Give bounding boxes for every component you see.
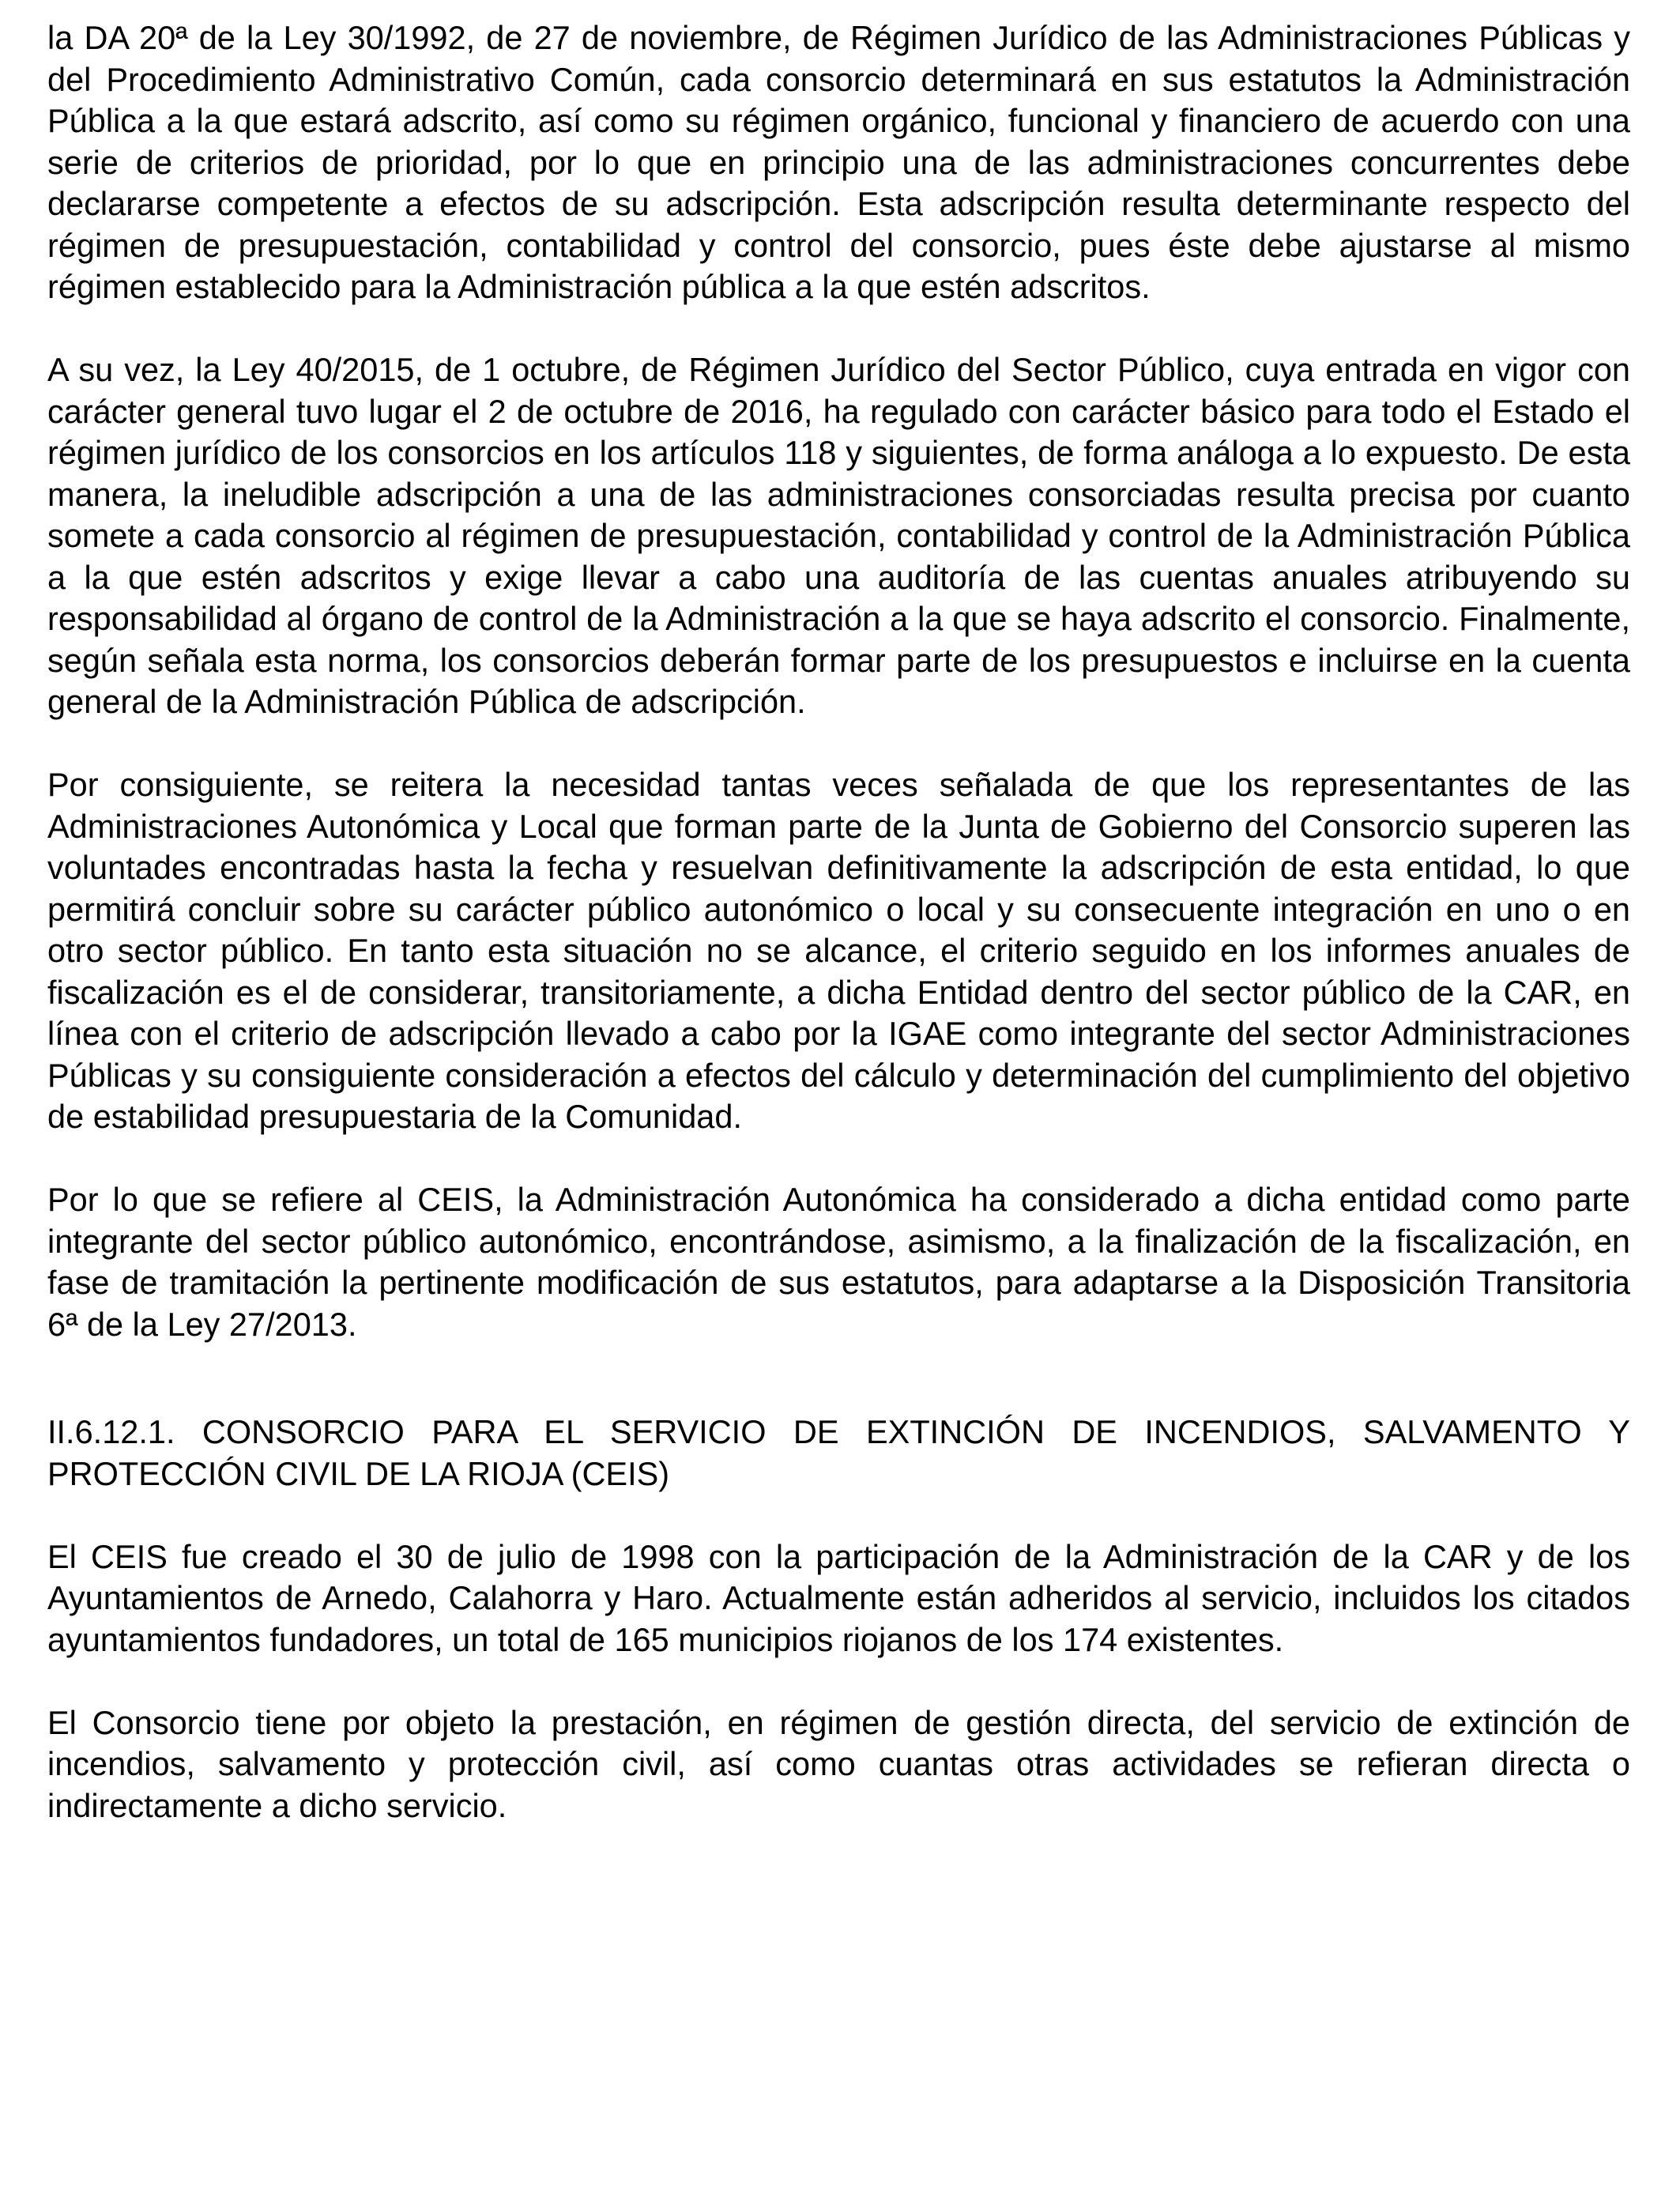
paragraph-ceis-creation: El CEIS fue creado el 30 de julio de 1998 con la participación de la Administración de la CAR y de los Ayuntamientos de Arnedo, Calahorra y Haro. Actualmente están adheridos al servicio, incluidos los citados ayuntamientos fundadores, un total de 165 municipios riojanos de los 174 existentes. <box>47 1537 1630 1658</box>
document-page <box>47 17 1630 1826</box>
section-spacer <box>47 1345 1630 1412</box>
paragraph-ceis-adscription: Por lo que se refiere al CEIS, la Administración Autonómica ha considerado a dicha entidad como parte integrante del sector público autonómico, encontrándose, asimismo, a la finalización de la fiscalización, en fase de tramitación la pertinente modificación de sus estatutos, para adaptarse a la Disposición Transitoria 6ª de la Ley 27/2013. <box>47 1181 1630 1343</box>
paragraph-spacer <box>47 1661 1630 1702</box>
paragraph-adscription-need: Por consiguiente, se reitera la necesidad tantas veces señalada de que los representantes de las Administraciones Autonómica y Local que forman parte de la Junta de Gobierno del Consorcio superen las voluntades encontradas hasta la fecha y resuelvan definitivamente la adscripción de esta entidad, lo que permitirá concluir sobre su carácter público autonómico o local y su consecuente integración en uno o en otro sector público. En tanto esta situación no se alcance, el criterio seguido en los informes anuales de fiscalización es el de considerar, transitoriamente, a dicha Entidad dentro del sector público de la CAR, en línea con el criterio de adscripción llevado a cabo por la IGAE como integrante del sector Administraciones Públicas y su consiguiente consideración a efectos del cálculo y determinación del cumplimiento del objetivo de estabilidad presupuestaria de la Comunidad. <box>47 766 1630 1135</box>
paragraph-spacer <box>47 308 1630 350</box>
section-heading: II.6.12.1. CONSORCIO PARA EL SERVICIO DE EXTINCIÓN DE INCENDIOS, SALVAMENTO Y PROTECCIÓN CIVIL DE LA RIOJA (CEIS) <box>47 1413 1630 1492</box>
paragraph-ceis-purpose: El Consorcio tiene por objeto la prestación, en régimen de gestión directa, del servicio de extinción de incendios, salvamento y protección civil, así como cuantas otras actividades se refieran directa o indirectamente a dicho servicio. <box>47 1703 1630 1824</box>
paragraph-adscription-criteria: la DA 20ª de la Ley 30/1992, de 27 de noviembre, de Régimen Jurídico de las Administraciones Públicas y del Procedimiento Administrativo Común, cada consorcio determinará en sus estatutos la Administración Pública a la que estará adscrito, así como su régimen orgánico, funcional y financiero de acuerdo con una serie de criterios de prioridad, por lo que en principio una de las administraciones concurrentes debe declararse competente a efectos de su adscripción. Esta adscripción resulta determinante respecto del régimen de presupuestación, contabilidad y control del consorcio, pues éste debe ajustarse al mismo régimen establecido para la Administración pública a la que estén adscritos. <box>47 19 1630 305</box>
paragraph-spacer <box>47 1138 1630 1180</box>
paragraph-spacer <box>47 723 1630 765</box>
paragraph-spacer <box>47 1495 1630 1536</box>
paragraph-ley-40-2015: A su vez, la Ley 40/2015, de 1 octubre, de Régimen Jurídico del Sector Público, cuya entrada en vigor con carácter general tuvo lugar el 2 de octubre de 2016, ha regulado con carácter básico para todo el Estado el régimen jurídico de los consorcios en los artículos 118 y siguientes, de forma análoga a lo expuesto. De esta manera, la ineludible adscripción a una de las administraciones consorciadas resulta precisa por cuanto somete a cada consorcio al régimen de presupuestación, contabilidad y control de la Administración Pública a la que estén adscritos y exige llevar a cabo una auditoría de las cuentas anuales atribuyendo su responsabilidad al órgano de control de la Administración a la que se haya adscrito el consorcio. Finalmente, según señala esta norma, los consorcios deberán formar parte de los presupuestos e incluirse en la cuenta general de la Administración Pública de adscripción. <box>47 351 1630 720</box>
